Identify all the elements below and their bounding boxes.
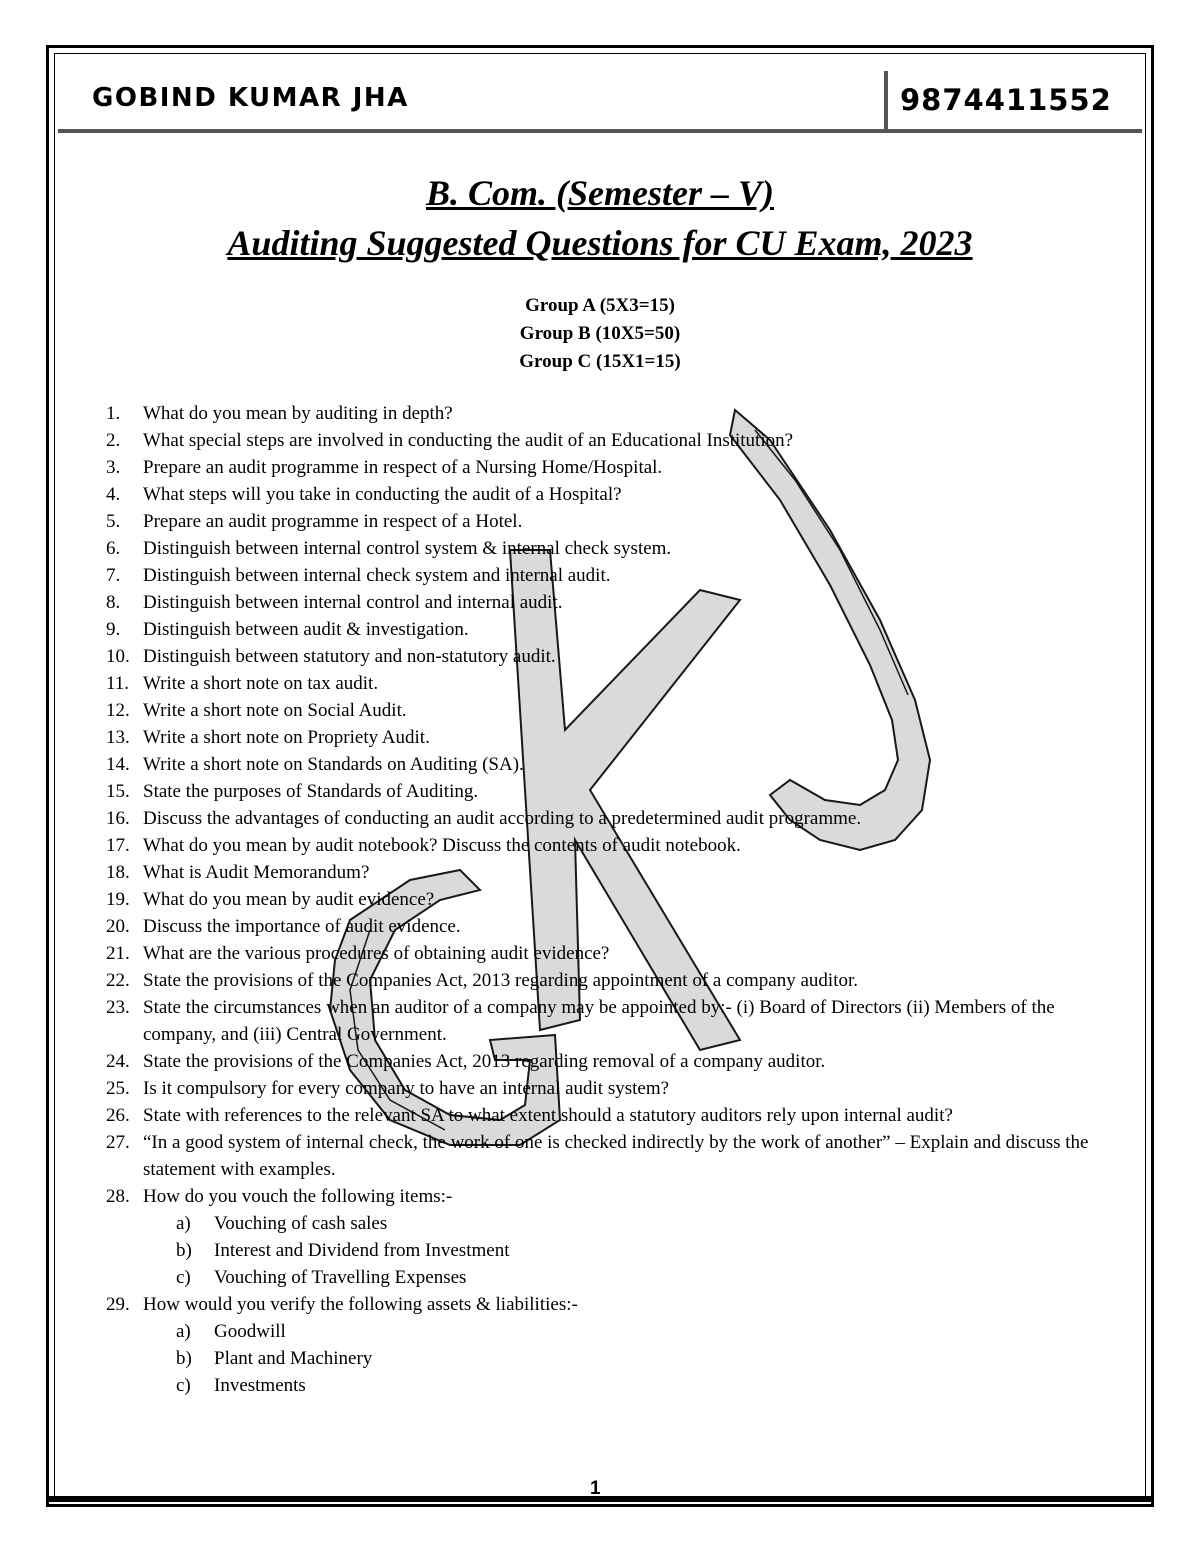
question-text: State the provisions of the Companies Act, 2013 regarding removal of a company auditor. — [143, 1051, 826, 1072]
question-item — [106, 886, 1126, 913]
question-number: 9. — [106, 619, 121, 640]
question-item — [106, 454, 1126, 481]
question-number: 14. — [106, 754, 130, 775]
question-number: 5. — [106, 511, 121, 532]
question-text: Write a short note on Standards on Auditing (SA). — [143, 754, 524, 775]
question-number: 18. — [106, 862, 130, 883]
sub-question-text: Plant and Machinery — [214, 1348, 373, 1369]
sub-question-text: Vouching of cash sales — [214, 1213, 388, 1234]
group-c: Group C (15X1=15) — [519, 351, 681, 372]
question-item — [106, 1129, 1126, 1183]
question-number: 6. — [106, 538, 121, 559]
question-text: Distinguish between internal control and internal audit. — [143, 592, 563, 613]
sub-question-item — [176, 1210, 1126, 1237]
sub-question-text: Goodwill — [214, 1321, 286, 1342]
question-number: 10. — [106, 646, 130, 667]
question-text: Distinguish between audit & investigation. — [143, 619, 469, 640]
sub-question-mark: c) — [176, 1267, 191, 1288]
question-text: “In a good system of internal check, the work of one is checked indirectly by the work of another” – Explain and discuss the statement with examples. — [143, 1132, 1089, 1180]
sub-question-text: Investments — [214, 1375, 306, 1396]
author-name: GOBIND KUMAR JHA — [92, 83, 409, 113]
question-number: 22. — [106, 970, 130, 991]
question-item — [106, 1183, 1126, 1291]
question-item — [106, 1048, 1126, 1075]
question-text: What are the various procedures of obtaining audit evidence? — [143, 943, 610, 964]
question-number: 26. — [106, 1105, 130, 1126]
question-item — [106, 751, 1126, 778]
question-text: Write a short note on Propriety Audit. — [143, 727, 430, 748]
question-text: How would you verify the following assets & liabilities:- — [143, 1294, 578, 1315]
question-number: 11. — [106, 673, 130, 694]
question-number: 3. — [106, 457, 121, 478]
page-header — [54, 53, 1146, 133]
question-item — [106, 940, 1126, 967]
question-item — [106, 697, 1126, 724]
question-text: Write a short note on tax audit. — [143, 673, 379, 694]
question-number: 29. — [106, 1294, 130, 1315]
question-item — [106, 859, 1126, 886]
question-text: State with references to the relevant SA to what extent should a statutory auditors rely upon internal audit? — [143, 1105, 953, 1126]
question-item — [106, 643, 1126, 670]
header-divider — [884, 71, 888, 133]
question-item — [106, 481, 1126, 508]
question-item — [106, 670, 1126, 697]
group-a: Group A (5X3=15) — [525, 295, 675, 316]
question-item — [106, 562, 1126, 589]
question-text: Distinguish between internal check system and internal audit. — [143, 565, 611, 586]
question-item — [106, 1102, 1126, 1129]
sub-question-mark: c) — [176, 1375, 191, 1396]
question-text: What is Audit Memorandum? — [143, 862, 370, 883]
question-number: 23. — [106, 997, 130, 1018]
question-number: 20. — [106, 916, 130, 937]
header-rule — [58, 129, 1142, 133]
question-text: Prepare an audit programme in respect of a Hotel. — [143, 511, 523, 532]
author-phone: 9874411552 — [900, 83, 1112, 117]
question-item — [106, 778, 1126, 805]
question-text: What do you mean by audit evidence? — [143, 889, 435, 910]
question-text: Discuss the importance of audit evidence. — [143, 916, 461, 937]
question-text: Prepare an audit programme in respect of a Nursing Home/Hospital. — [143, 457, 663, 478]
sub-question-item — [176, 1345, 1126, 1372]
question-number: 7. — [106, 565, 121, 586]
sub-question-item — [176, 1237, 1126, 1264]
question-text: What special steps are involved in conducting the audit of an Educational Institution? — [143, 430, 794, 451]
question-number: 4. — [106, 484, 121, 505]
question-item — [106, 832, 1126, 859]
question-item — [106, 427, 1126, 454]
sub-question-text: Interest and Dividend from Investment — [214, 1240, 510, 1261]
document-title — [54, 168, 1146, 268]
sub-question-item — [176, 1372, 1126, 1399]
question-item — [106, 994, 1126, 1048]
sub-question-list — [143, 1210, 1126, 1291]
question-text: State the provisions of the Companies Act, 2013 regarding appointment of a company auditor. — [143, 970, 858, 991]
question-text: Distinguish between statutory and non-statutory audit. — [143, 646, 556, 667]
question-number: 17. — [106, 835, 130, 856]
sub-question-mark: a) — [176, 1213, 191, 1234]
group-b: Group B (10X5=50) — [519, 323, 681, 344]
question-number: 21. — [106, 943, 130, 964]
question-text: What steps will you take in conducting the audit of a Hospital? — [143, 484, 622, 505]
question-number: 12. — [106, 700, 130, 721]
question-item — [106, 1075, 1126, 1102]
question-text: Distinguish between internal control system & internal check system. — [143, 538, 672, 559]
question-number: 28. — [106, 1186, 130, 1207]
question-number: 1. — [106, 403, 121, 424]
sub-question-item — [176, 1318, 1126, 1345]
title-subject: Auditing Suggested Questions for CU Exam, 2023 — [227, 223, 973, 263]
question-item — [106, 400, 1126, 427]
page-number: 1 — [590, 1478, 601, 1499]
question-item — [106, 508, 1126, 535]
question-item — [106, 535, 1126, 562]
question-number: 2. — [106, 430, 121, 451]
sub-question-mark: a) — [176, 1321, 191, 1342]
question-number: 8. — [106, 592, 121, 613]
question-text: Is it compulsory for every company to have an internal audit system? — [143, 1078, 670, 1099]
question-number: 24. — [106, 1051, 130, 1072]
question-number: 25. — [106, 1078, 130, 1099]
question-item — [106, 913, 1126, 940]
sub-question-mark: b) — [176, 1348, 192, 1369]
sub-question-mark: b) — [176, 1240, 192, 1261]
sub-question-item — [176, 1264, 1126, 1291]
question-number: 27. — [106, 1132, 130, 1153]
question-number: 15. — [106, 781, 130, 802]
sub-question-list — [143, 1318, 1126, 1399]
question-number: 13. — [106, 727, 130, 748]
question-text: State the circumstances when an auditor of a company may be appointed by:- (i) Board of Directors (ii) Members of the company, and (iii) Central Government. — [143, 997, 1055, 1045]
question-text: State the purposes of Standards of Auditing. — [143, 781, 479, 802]
question-item — [106, 805, 1126, 832]
question-item — [106, 589, 1126, 616]
question-item — [106, 724, 1126, 751]
title-course: B. Com. (Semester – V) — [426, 173, 774, 213]
question-item — [106, 1291, 1126, 1399]
question-text: Write a short note on Social Audit. — [143, 700, 407, 721]
question-text: Discuss the advantages of conducting an audit according to a predetermined audit programme. — [143, 808, 862, 829]
question-number: 16. — [106, 808, 130, 829]
sub-question-text: Vouching of Travelling Expenses — [214, 1267, 467, 1288]
question-text: What do you mean by audit notebook? Discuss the contents of audit notebook. — [143, 835, 741, 856]
question-number: 19. — [106, 889, 130, 910]
question-item — [106, 616, 1126, 643]
question-item — [106, 967, 1126, 994]
marks-distribution — [54, 292, 1146, 376]
question-text: What do you mean by auditing in depth? — [143, 403, 453, 424]
question-text: How do you vouch the following items:- — [143, 1186, 453, 1207]
question-list — [106, 400, 1126, 1399]
